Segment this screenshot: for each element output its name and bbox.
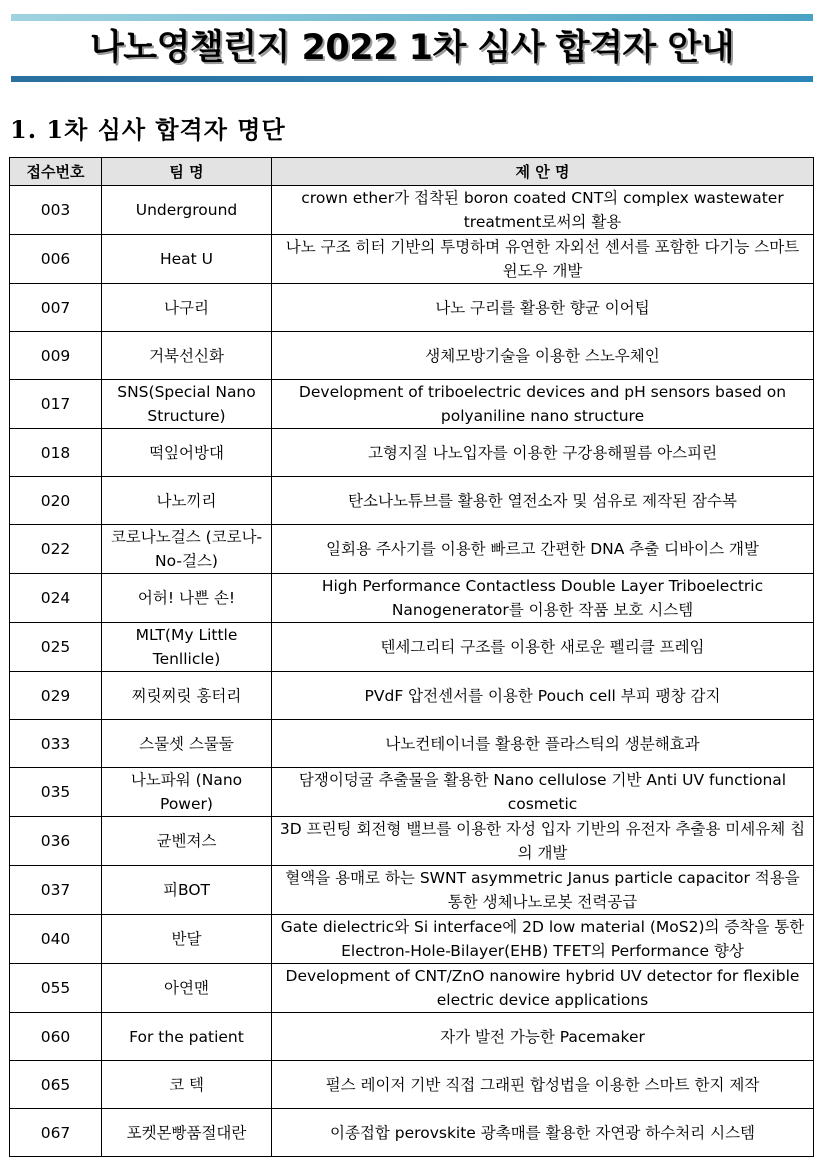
registration-no-cell: 060 [10,1013,102,1061]
team-name-cell: MLT(My Little Tenllicle) [102,623,272,672]
registration-no-cell: 029 [10,672,102,720]
proposal-title-cell: Development of triboelectric devices and pH sensors based on polyaniline nano structure [272,380,814,429]
table-row [10,332,814,380]
proposal-title-cell: 혈액을 용매로 하는 SWNT asymmetric Janus particle capacitor 적용을 통한 생체나노로봇 전력공급 [272,866,814,915]
team-name-cell: 반달 [102,915,272,964]
team-name-cell: 스물셋 스물둘 [102,720,272,768]
table-row [10,915,814,964]
registration-no-cell: 025 [10,623,102,672]
team-name-cell: For the patient [102,1013,272,1061]
proposal-title-cell: PVdF 압전센서를 이용한 Pouch cell 부피 팽창 감지 [272,672,814,720]
passer-table [9,157,814,1157]
team-name-cell: 코로나노걸스 (코로나-No-걸스) [102,525,272,574]
team-name-cell: 거북선신화 [102,332,272,380]
registration-no-cell: 006 [10,235,102,284]
table-row [10,284,814,332]
table-row [10,672,814,720]
table-row [10,964,814,1013]
section-heading: 1. 1차 심사 합격자 명단 [10,115,286,144]
registration-no-cell: 067 [10,1109,102,1157]
team-name-cell: 균벤져스 [102,817,272,866]
team-name-cell: 떡잎어방대 [102,429,272,477]
proposal-title-cell: 나노 구조 히터 기반의 투명하며 유연한 자외선 센서를 포함한 다기능 스마트 윈도우 개발 [272,235,814,284]
table-row [10,525,814,574]
team-name-cell: 어허! 나쁜 손! [102,574,272,623]
proposal-title-cell: 생체모방기술을 이용한 스노우체인 [272,332,814,380]
proposal-title-cell: High Performance Contactless Double Layer Triboelectric Nanogenerator를 이용한 작품 보호 시스템 [272,574,814,623]
header-registration-no: 접수번호 [10,158,102,186]
table-row [10,235,814,284]
proposal-title-cell: 탄소나노튜브를 활용한 열전소자 및 섬유로 제작된 잠수복 [272,477,814,525]
team-name-cell: 피BOT [102,866,272,915]
team-name-cell: 아연맨 [102,964,272,1013]
registration-no-cell: 024 [10,574,102,623]
proposal-title-cell: 자가 발전 가능한 Pacemaker [272,1013,814,1061]
table-row [10,1109,814,1157]
table-row [10,574,814,623]
title-banner [11,14,813,82]
registration-no-cell: 009 [10,332,102,380]
table-row [10,477,814,525]
proposal-title-cell: 나노 구리를 활용한 향균 이어팁 [272,284,814,332]
table-row [10,768,814,817]
table-row [10,1061,814,1109]
table-row [10,1013,814,1061]
table-row [10,817,814,866]
registration-no-cell: 035 [10,768,102,817]
proposal-title-cell: 나노컨테이너를 활용한 플라스틱의 생분해효과 [272,720,814,768]
page-title: 나노영챌린지 2022 1차 심사 합격자 안내 [89,28,735,68]
table-row [10,720,814,768]
registration-no-cell: 007 [10,284,102,332]
table-row [10,429,814,477]
table-row [10,623,814,672]
proposal-title-cell: 텐세그리티 구조를 이용한 새로운 펠리클 프레임 [272,623,814,672]
team-name-cell: SNS(Special Nano Structure) [102,380,272,429]
registration-no-cell: 065 [10,1061,102,1109]
team-name-cell: Underground [102,186,272,235]
table-row [10,866,814,915]
registration-no-cell: 018 [10,429,102,477]
team-name-cell: 코 텍 [102,1061,272,1109]
team-name-cell: 나구리 [102,284,272,332]
registration-no-cell: 055 [10,964,102,1013]
team-name-cell: 나노끼리 [102,477,272,525]
team-name-cell: 포켓몬빵품절대란 [102,1109,272,1157]
team-name-cell: Heat U [102,235,272,284]
title-bottom-rule [11,76,813,82]
proposal-title-cell: crown ether가 접착된 boron coated CNT의 complex wastewater treatment로써의 활용 [272,186,814,235]
proposal-title-cell: 담쟁이덩굴 추출물을 활용한 Nano cellulose 기반 Anti UV functional cosmetic [272,768,814,817]
proposal-title-cell: 고형지질 나노입자를 이용한 구강용해필름 아스피린 [272,429,814,477]
title-top-rule [11,14,813,21]
proposal-title-cell: Development of CNT/ZnO nanowire hybrid UV detector for flexible electric device applications [272,964,814,1013]
registration-no-cell: 037 [10,866,102,915]
header-team-name: 팀 명 [102,158,272,186]
proposal-title-cell: 펄스 레이저 기반 직접 그래핀 합성법을 이용한 스마트 한지 제작 [272,1061,814,1109]
registration-no-cell: 036 [10,817,102,866]
header-proposal-title: 제 안 명 [272,158,814,186]
team-name-cell: 찌릿찌릿 홍터리 [102,672,272,720]
table-row [10,380,814,429]
registration-no-cell: 033 [10,720,102,768]
table-row [10,186,814,235]
registration-no-cell: 022 [10,525,102,574]
proposal-title-cell: 3D 프린팅 회전형 밸브를 이용한 자성 입자 기반의 유전자 추출용 미세유체 칩의 개발 [272,817,814,866]
registration-no-cell: 017 [10,380,102,429]
registration-no-cell: 020 [10,477,102,525]
proposal-title-cell: 일회용 주사기를 이용한 빠르고 간편한 DNA 추출 디바이스 개발 [272,525,814,574]
proposal-title-cell: Gate dielectric와 Si interface에 2D low material (MoS2)의 증착을 통한 Electron-Hole-Bilayer(EHB) TFET의 Performance 향상 [272,915,814,964]
registration-no-cell: 003 [10,186,102,235]
registration-no-cell: 040 [10,915,102,964]
team-name-cell: 나노파워 (Nano Power) [102,768,272,817]
table-header-row [10,158,814,186]
proposal-title-cell: 이종접합 perovskite 광촉매를 활용한 자연광 하수처리 시스템 [272,1109,814,1157]
